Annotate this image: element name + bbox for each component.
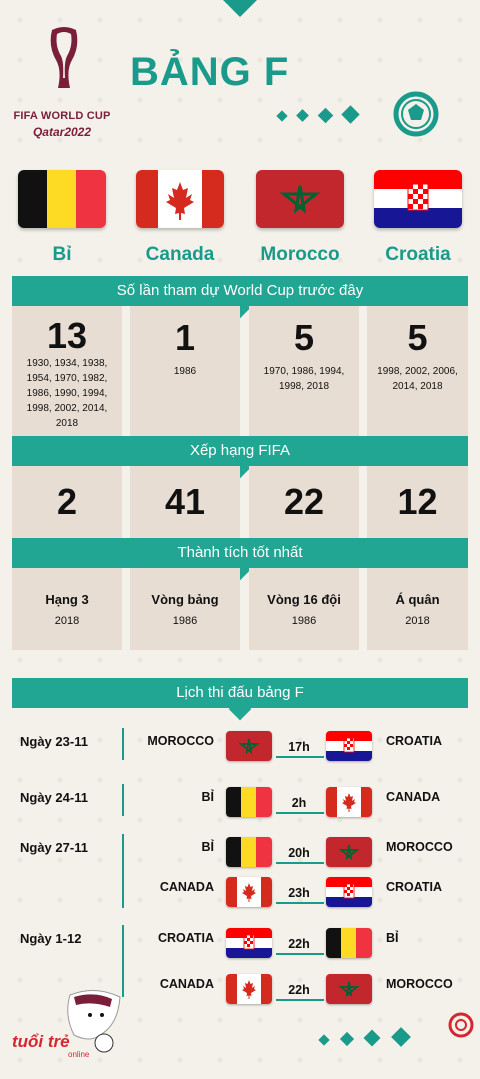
schedule-date: Ngày 24-11 (20, 790, 88, 805)
match-time: 20h (288, 846, 310, 860)
match-line (276, 812, 324, 814)
page-title: BẢNG F (130, 50, 290, 94)
brand-main: tuổi trẻ (12, 1032, 70, 1051)
canada-flag (326, 787, 372, 817)
croatia-flag (226, 928, 272, 958)
participation-years: 1998, 2002, 2006, 2014, 2018 (377, 366, 458, 392)
best-result-heading: Thành tích tốt nhất (12, 538, 468, 568)
morocco-flag (226, 731, 272, 761)
match-time: 22h (288, 983, 310, 997)
participation-count: 5 (407, 317, 428, 358)
best-year: 1986 (291, 615, 317, 627)
ranking-value: 2 (56, 481, 78, 522)
ranking-cell-morocco (249, 466, 359, 538)
diamond-decoration-bottom (320, 1030, 470, 1050)
belgium-flag (226, 787, 272, 817)
best-result: Vòng 16 đội (267, 592, 341, 607)
croatia-flag (374, 170, 462, 228)
team-name-canada: Canada (145, 244, 215, 265)
home-team: MOROCCO (147, 734, 214, 748)
best-year: 1986 (172, 615, 198, 627)
ranking-value: 22 (283, 481, 325, 522)
team-name-belgium: Bỉ (52, 244, 72, 265)
fifa-world-cup-logo (12, 26, 112, 138)
tuoi-tre-logo (10, 1020, 120, 1070)
away-team: MOROCCO (386, 840, 453, 854)
home-team: CANADA (159, 880, 214, 894)
date-divider (122, 834, 124, 908)
away-team: CROATIA (386, 880, 443, 894)
belgium-flag (326, 928, 372, 958)
ranking-value: 12 (397, 481, 438, 522)
world-cup-emblem-icon (46, 26, 82, 92)
participation-cell-morocco (249, 306, 359, 436)
best-cell-belgium (12, 568, 122, 650)
away-team: CROATIA (386, 734, 443, 748)
home-team: CROATIA (157, 931, 214, 945)
team-name-croatia: Croatia (385, 244, 451, 265)
logo-line2: Qatar2022 (32, 125, 92, 139)
match-time: 22h (288, 937, 310, 951)
home-team: BỈ (201, 840, 214, 854)
canada-flag (136, 170, 224, 228)
match-time: 2h (291, 796, 307, 810)
canada-flag (226, 877, 272, 907)
match-line (276, 999, 324, 1001)
match-line (276, 902, 324, 904)
schedule-date: Ngày 1-12 (20, 931, 82, 946)
morocco-flag (256, 170, 344, 228)
participation-years: 1986 (173, 366, 197, 377)
best-year: 2018 (405, 615, 430, 627)
home-team: CANADA (159, 977, 214, 991)
participation-cell-belgium (12, 306, 122, 436)
ranking-cell-belgium (12, 466, 122, 538)
best-cell-croatia (367, 568, 468, 650)
participation-cell-croatia (367, 306, 468, 436)
best-result: Vòng bảng (151, 592, 219, 607)
croatia-flag (326, 877, 372, 907)
match-line (276, 953, 324, 955)
schedule-date: Ngày 23-11 (20, 734, 88, 749)
morocco-flag (326, 974, 372, 1004)
best-cell-morocco (249, 568, 359, 650)
best-cell-canada (130, 568, 240, 650)
participation-cell-canada (130, 306, 240, 436)
participation-years: 1970, 1986, 1994, 1998, 2018 (263, 366, 345, 392)
top-notch-decoration (224, 0, 256, 16)
ranking-cell-croatia (367, 466, 468, 538)
participation-count: 1 (174, 317, 196, 358)
date-divider (122, 784, 124, 816)
date-divider (122, 728, 124, 760)
best-result: Á quân (395, 592, 440, 607)
belgium-flag (226, 837, 272, 867)
match-time: 17h (288, 740, 310, 754)
away-team: MOROCCO (386, 977, 453, 991)
match-line (276, 756, 324, 758)
ranking-cell-canada (130, 466, 240, 538)
match-time: 23h (288, 886, 310, 900)
home-team: BỈ (201, 790, 214, 804)
participation-years: 1930, 1934, 1938, 1954, 1970, 1982, 1986, 1990, 1994, 1998, 2002, 2014, 2018 (26, 358, 108, 429)
diamond-decoration (276, 104, 376, 124)
match-line (276, 862, 324, 864)
morocco-flag (326, 837, 372, 867)
logo-line1: FIFA WORLD CUP (13, 110, 111, 122)
football-icon (392, 90, 440, 138)
canada-flag (226, 974, 272, 1004)
belgium-flag (18, 170, 106, 228)
schedule-date: Ngày 27-11 (20, 840, 88, 855)
schedule-heading: Lịch thi đấu bảng F (12, 678, 468, 708)
ranking-heading: Xếp hạng FIFA (12, 436, 468, 466)
participation-count: 13 (46, 315, 88, 356)
away-team: BỈ (386, 931, 399, 945)
best-result: Hạng 3 (45, 592, 89, 607)
ranking-value: 41 (164, 481, 206, 522)
best-year: 2018 (54, 615, 80, 627)
away-team: CANADA (386, 790, 441, 804)
team-name-morocco: Morocco (260, 244, 340, 265)
croatia-flag (326, 731, 372, 761)
brand-sub: online (68, 1050, 90, 1059)
participation-count: 5 (293, 317, 315, 358)
participation-heading: Số lần tham dự World Cup trước đây (12, 276, 468, 306)
